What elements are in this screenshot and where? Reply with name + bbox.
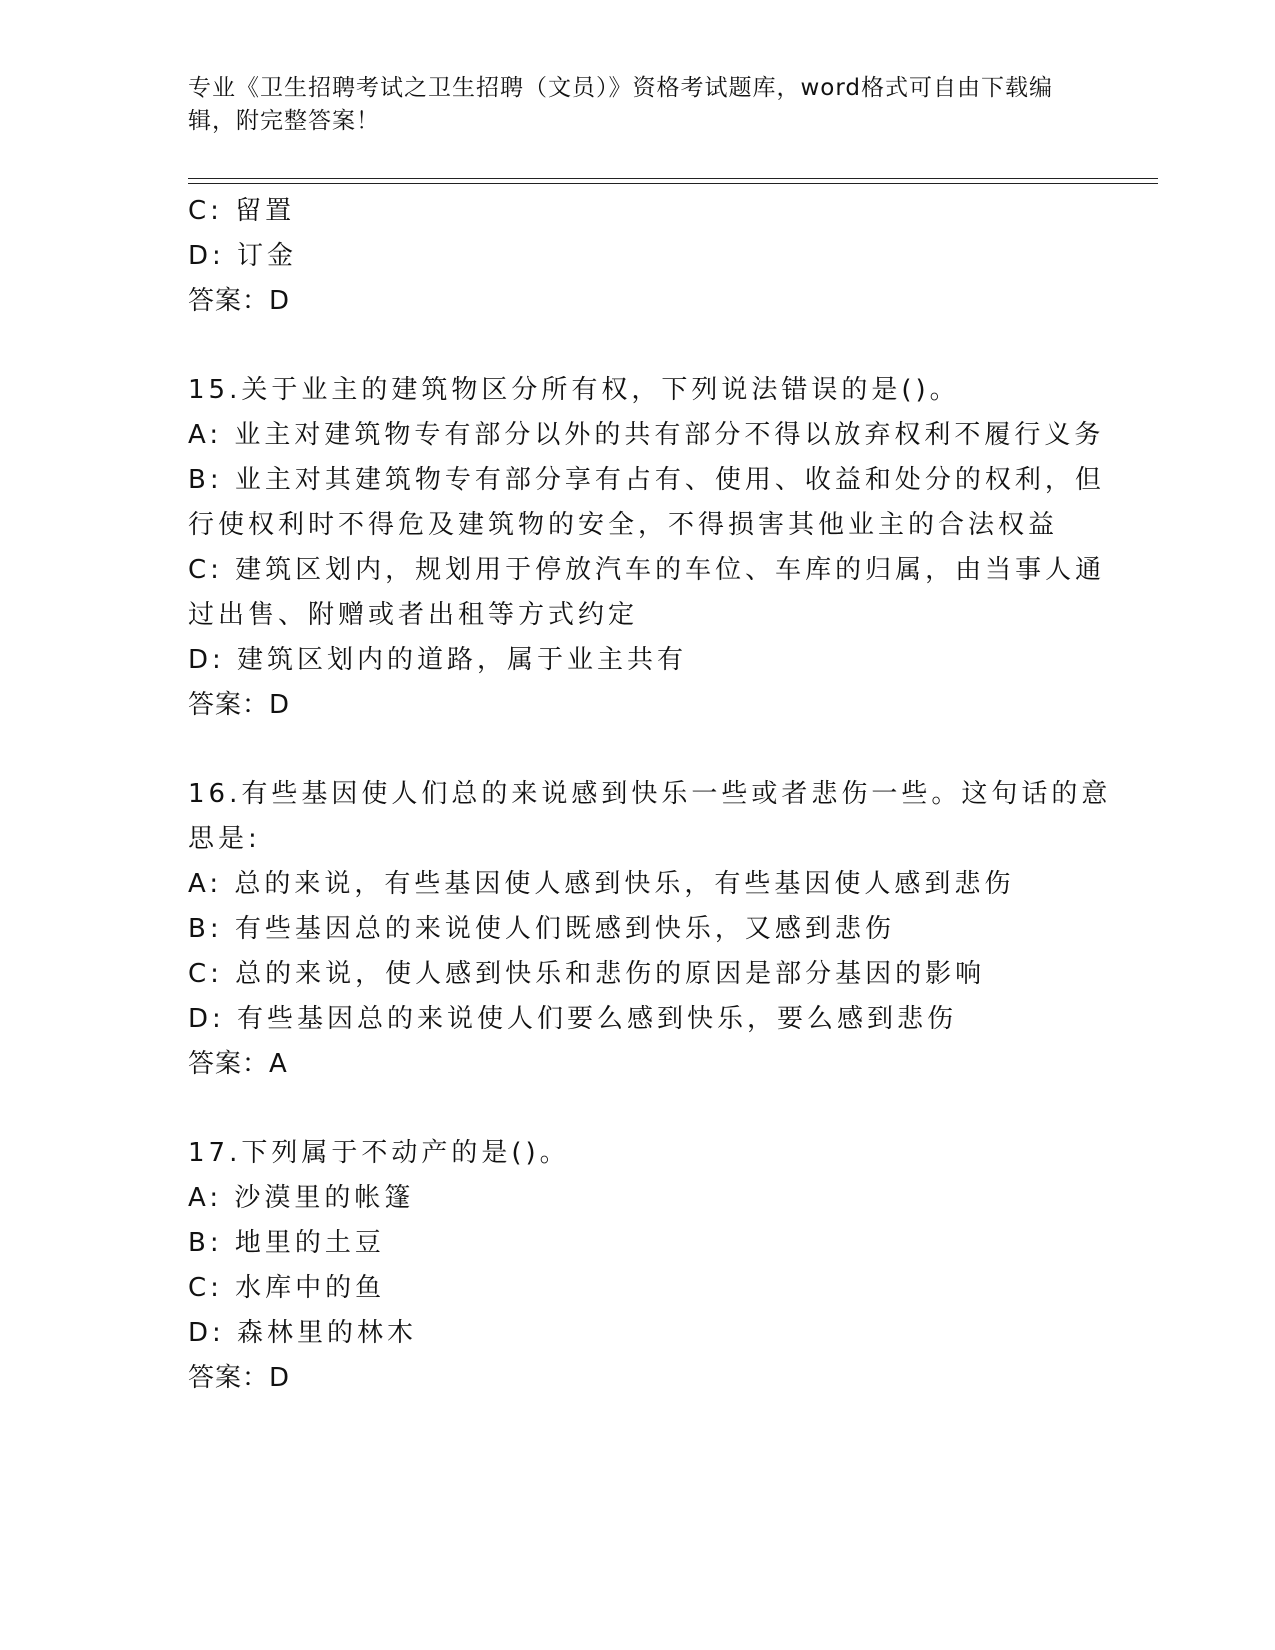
question-15-option-b: B: 业主对其建筑物专有部分享有占有、使用、收益和处分的权利，但 bbox=[188, 465, 1105, 495]
header-divider-top bbox=[188, 178, 1158, 179]
question-16-option-a: A: 总的来说，有些基因使人感到快乐，有些基因使人感到悲伤 bbox=[188, 869, 1015, 899]
header-divider-bottom bbox=[188, 183, 1158, 184]
question-17-option-a: A: 沙漠里的帐篷 bbox=[188, 1183, 415, 1213]
question-16-stem-continued: 思是: bbox=[188, 824, 261, 854]
question-16-option-d: D: 有些基因总的来说使人们要么感到快乐，要么感到悲伤 bbox=[188, 1004, 958, 1034]
question-17-answer: 答案：D bbox=[188, 1363, 291, 1393]
option-d: D: 订金 bbox=[188, 241, 298, 271]
question-16-option-c: C: 总的来说，使人感到快乐和悲伤的原因是部分基因的影响 bbox=[188, 959, 986, 989]
question-17-option-c: C: 水库中的鱼 bbox=[188, 1273, 386, 1303]
question-16-option-b: B: 有些基因总的来说使人们既感到快乐，又感到悲伤 bbox=[188, 914, 895, 944]
question-17-stem: 17.下列属于不动产的是()。 bbox=[188, 1138, 570, 1168]
question-15-stem: 15.关于业主的建筑物区分所有权，下列说法错误的是()。 bbox=[188, 375, 960, 405]
option-c: C: 留置 bbox=[188, 196, 296, 226]
question-15-option-c-continued: 过出售、附赠或者出租等方式约定 bbox=[188, 600, 639, 630]
question-17-option-d: D: 森林里的林木 bbox=[188, 1318, 418, 1348]
question-17-option-b: B: 地里的土豆 bbox=[188, 1228, 385, 1258]
answer-line: 答案：D bbox=[188, 286, 291, 316]
question-15-answer: 答案：D bbox=[188, 690, 291, 720]
question-16-stem: 16.有些基因使人们总的来说感到快乐一些或者悲伤一些。这句话的意 bbox=[188, 779, 1112, 809]
question-15-option-a: A: 业主对建筑物专有部分以外的共有部分不得以放弃权利不履行义务 bbox=[188, 420, 1105, 450]
question-15-option-c: C: 建筑区划内，规划用于停放汽车的车位、车库的归属，由当事人通 bbox=[188, 555, 1106, 585]
document-header: 专业《卫生招聘考试之卫生招聘（文员）》资格考试题库，word格式可自由下载编辑，附完整答案！ bbox=[188, 75, 1054, 134]
question-15-option-b-continued: 行使权利时不得危及建筑物的安全，不得损害其他业主的合法权益 bbox=[188, 510, 1059, 540]
question-16-answer: 答案：A bbox=[188, 1049, 288, 1079]
question-15-option-d: D: 建筑区划内的道路，属于业主共有 bbox=[188, 645, 688, 675]
